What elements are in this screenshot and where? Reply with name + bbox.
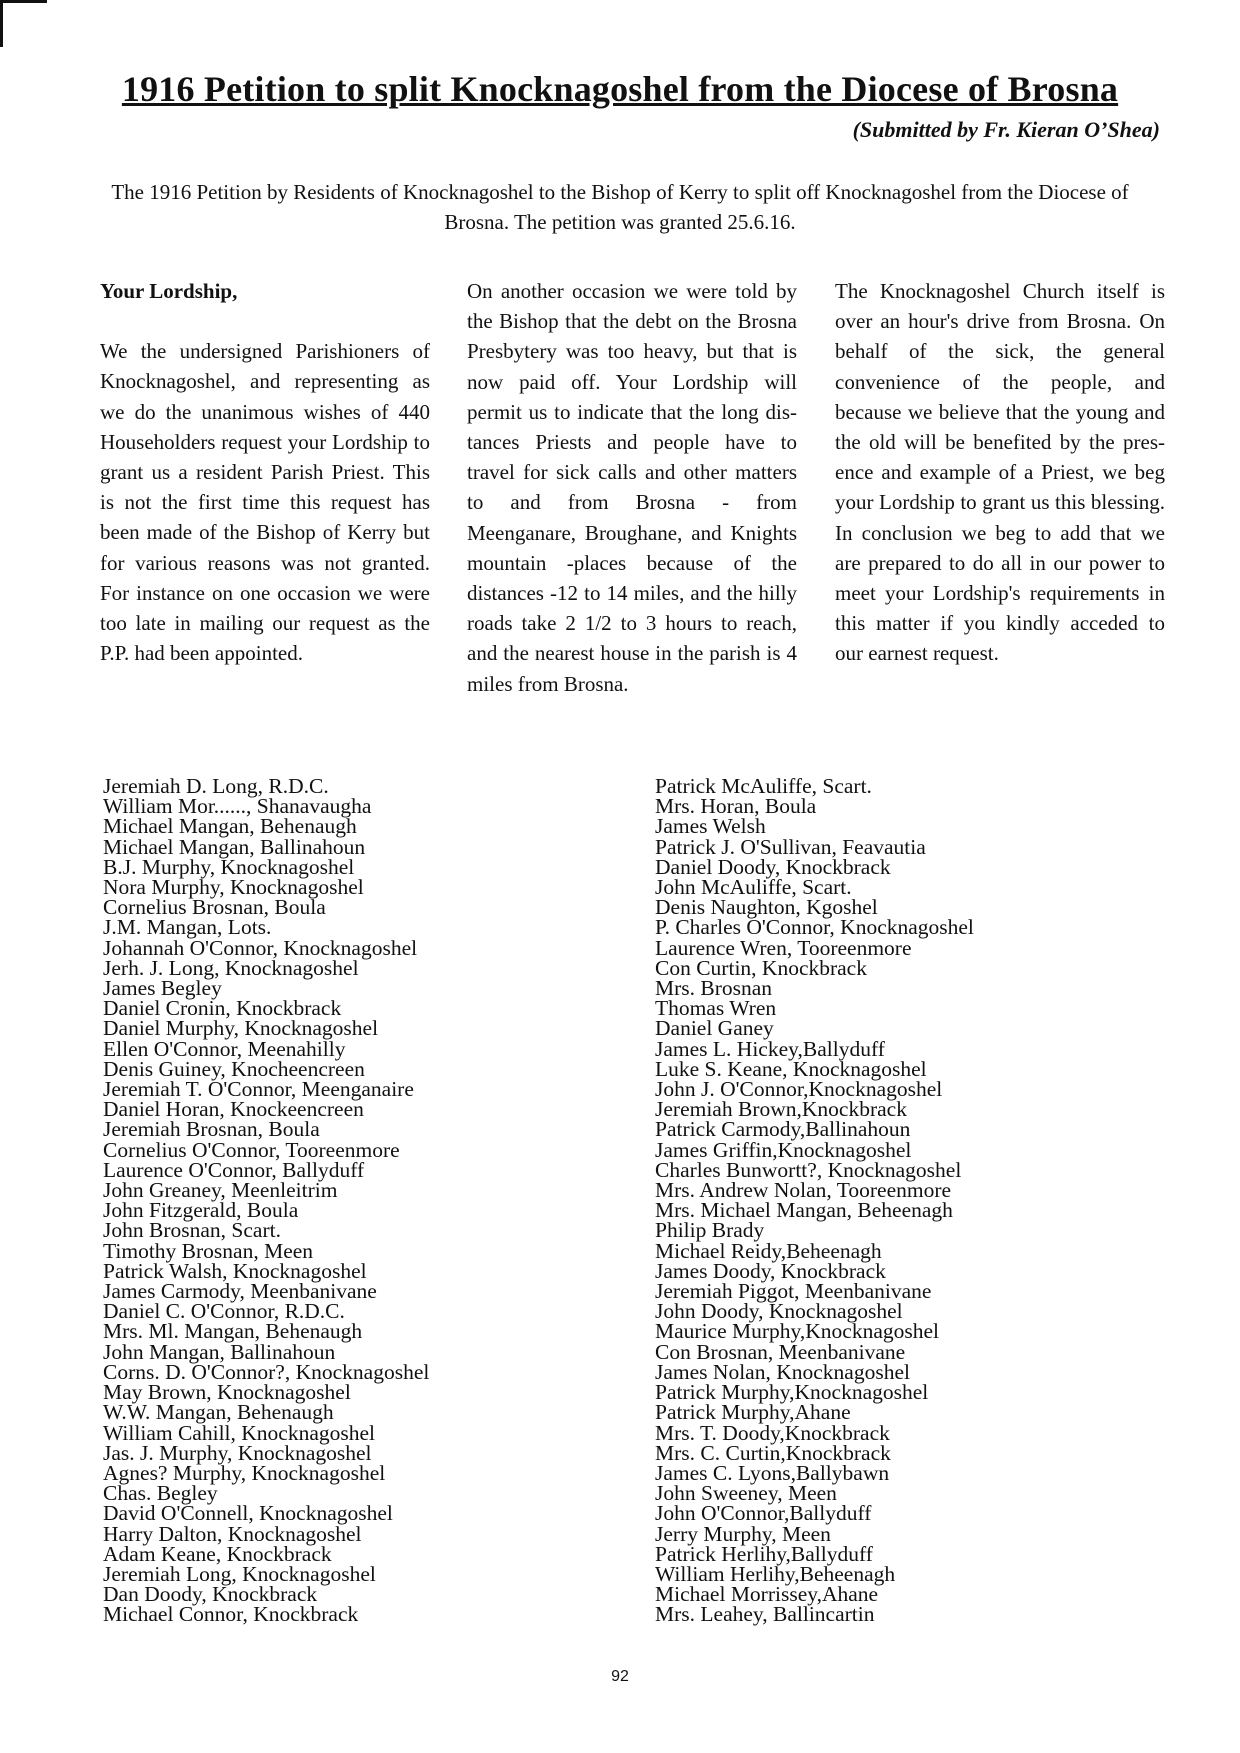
- signature-list-item: Agnes? Murphy, Knocknagoshel: [103, 1460, 386, 1485]
- signatures-right-list: [655, 776, 974, 1625]
- signature-list-item: Maurice Murphy,Knocknagoshel: [655, 1319, 940, 1344]
- signature-list-item: Jeremiah Brown,Knockbrack: [655, 1097, 907, 1122]
- signature-list-item: Mrs. Horan, Boula: [655, 794, 817, 819]
- salutation: Your Lordship,: [100, 279, 238, 303]
- signature-list-item: Daniel C. O'Connor, R.D.C.: [103, 1299, 345, 1324]
- signature-list-item: James Nolan, Knocknagoshel: [655, 1359, 910, 1384]
- signature-list-item: John Fitzgerald, Boula: [103, 1198, 299, 1223]
- signature-list-item: Dan Doody, Knockbrack: [103, 1582, 318, 1607]
- signature-list-item: William Mor......, Shanavaugha: [103, 794, 372, 819]
- signature-list-item: W.W. Mangan, Behenaugh: [103, 1400, 334, 1425]
- signature-list-item: John McAuliffe, Scart.: [655, 875, 852, 900]
- signature-list-item: William Herlihy,Beheenagh: [655, 1561, 896, 1586]
- signature-list-item: Johannah O'Connor, Knocknagoshel: [103, 935, 418, 960]
- signatures-left-list: [103, 776, 429, 1625]
- signature-list-item: Daniel Doody, Knockbrack: [655, 854, 891, 879]
- signature-list-item: Charles Bunwortt?, Knocknagoshel: [655, 1157, 962, 1182]
- signature-list-item: Patrick Murphy,Ahane: [655, 1400, 851, 1425]
- signature-list-item: Jeremiah Brosnan, Boula: [103, 1117, 320, 1142]
- signature-list-item: Jeremiah Long, Knocknagoshel: [103, 1561, 376, 1586]
- signature-list-item: Daniel Ganey: [655, 1016, 774, 1041]
- signature-list-item: Michael Morrissey,Ahane: [655, 1582, 879, 1607]
- signature-list-item: Mrs. Ml. Mangan, Behenaugh: [103, 1319, 363, 1344]
- signature-list-item: William Cahill, Knocknagoshel: [103, 1420, 376, 1445]
- page-corner-mark: [0, 0, 47, 47]
- signature-list-item: Patrick McAuliffe, Scart.: [655, 774, 872, 798]
- signature-list-item: Corns. D. O'Connor?, Knocknagoshel: [103, 1359, 430, 1384]
- signature-list-item: Timothy Brosnan, Meen: [103, 1238, 314, 1263]
- signature-list-item: Mrs. Brosnan: [655, 976, 773, 1001]
- signature-list-item: Con Curtin, Knockbrack: [655, 955, 867, 980]
- letter-paragraph-2: On another occasion we were told by the Bishop that the debt on the Brosna Presbytery was too heavy, but that is now paid off. Your Lordship will permit us to indicate that the long distances Priests and people have to travel for sick calls and other matters to and from Brosna - from Meenganare, Broughane, and Knights mountain -places because of the distances -12 to 14 miles, and the hilly roads take 2 1/2 to 3 hours to reach, and the nearest house in the parish is 4 miles from Brosna.: [467, 279, 797, 696]
- signature-list-item: Denis Naughton, Kgoshel: [655, 895, 878, 920]
- signature-list-item: Daniel Horan, Knockeencreen: [103, 1097, 364, 1122]
- signature-list-item: James Welsh: [655, 814, 766, 839]
- signature-list-item: James L. Hickey,Ballyduff: [655, 1036, 885, 1061]
- signature-list-item: John J. O'Connor,Knocknagoshel: [655, 1077, 943, 1102]
- signature-list-item: John Sweeney, Meen: [655, 1481, 837, 1506]
- letter-column-1: [100, 276, 430, 668]
- signature-list-item: David O'Connell, Knocknagoshel: [103, 1501, 393, 1526]
- page-title: 1916 Petition to split Knocknagoshel from the Diocese of Brosna: [121, 69, 1119, 109]
- signature-list-item: Mrs. Andrew Nolan, Tooreenmore: [655, 1178, 952, 1203]
- signature-list-item: Cornelius O'Connor, Tooreenmore: [103, 1137, 400, 1162]
- signature-list-item: Thomas Wren: [655, 996, 777, 1021]
- signature-list-item: Luke S. Keane, Knocknagoshel: [655, 1056, 927, 1081]
- signature-list-item: Michael Connor, Knockbrack: [103, 1602, 359, 1627]
- signature-list-item: James Carmody, Meenbanivane: [103, 1279, 377, 1304]
- signature-list-item: May Brown, Knocknagoshel: [103, 1380, 351, 1405]
- byline: (Submitted by Fr. Kieran O’Shea): [852, 117, 1160, 142]
- signature-list-item: Mrs. C. Curtin,Knockbrack: [655, 1440, 891, 1465]
- signature-list-item: Laurence O'Connor, Ballyduff: [103, 1157, 365, 1182]
- signature-list-item: Nora Murphy, Knocknagoshel: [103, 875, 364, 900]
- page-number: 92: [611, 1668, 629, 1685]
- signature-list-item: Patrick J. O'Sullivan, Feavautia: [655, 834, 926, 859]
- signature-list-item: Patrick Herlihy,Ballyduff: [655, 1541, 873, 1566]
- letter-paragraph-1: We the undersigned Parishioners of Knocknagoshel, and representing as we do the unanimous wishes of 440 Householders request your Lordship to grant us a resident Parish Priest. This is not the first time this request has been made of the Bishop of Kerry but for various reasons was not granted. For instance on one occasion we were too late in mailing our request as the P.P. had been appointed.: [100, 339, 430, 666]
- signature-list-item: Jerh. J. Long, Knocknagoshel: [103, 955, 359, 980]
- signature-list-item: John Mangan, Ballinahoun: [103, 1339, 336, 1364]
- signature-list-item: James Griffin,Knocknagoshel: [655, 1137, 912, 1162]
- signature-list-item: Daniel Cronin, Knockbrack: [103, 996, 342, 1021]
- signature-list-item: Cornelius Brosnan, Boula: [103, 895, 326, 920]
- signature-list-item: Denis Guiney, Knocheencreen: [103, 1056, 365, 1081]
- signature-list-item: Michael Mangan, Behenaugh: [103, 814, 357, 839]
- signature-list-item: John Brosnan, Scart.: [103, 1218, 281, 1243]
- signature-list-item: Daniel Murphy, Knocknagoshel: [103, 1016, 379, 1041]
- signature-list-item: John Greaney, Meenleitrim: [103, 1178, 338, 1203]
- signature-list-item: Patrick Murphy,Knocknagoshel: [655, 1380, 929, 1405]
- signature-list-item: Jeremiah T. O'Connor, Meenganaire: [103, 1077, 414, 1102]
- letter-column-2: [467, 276, 797, 699]
- signature-list-item: James Begley: [103, 976, 222, 1001]
- signature-list-item: Mrs. Michael Mangan, Beheenagh: [655, 1198, 953, 1223]
- signature-list-item: Con Brosnan, Meenbanivane: [655, 1339, 906, 1364]
- signature-list-item: Patrick Carmody,Ballinahoun: [655, 1117, 911, 1142]
- signature-list-item: Jerry Murphy, Meen: [655, 1521, 831, 1546]
- signature-list-item: B.J. Murphy, Knocknagoshel: [103, 854, 355, 879]
- letter-paragraph-3: The Knocknagoshel Church itself is over an hour's drive from Brosna. On behalf of the sick, the general convenience of the people, and because we believe that the young and the old will be benefited by the presence and example of a Priest, we beg your Lordship to grant us this blessing. In conclusion we beg to add that we are prepared to do all in our power to meet your Lordship's requirements in this matter if you kindly acceded to our earnest request.: [835, 279, 1165, 666]
- signature-list-item: Mrs. T. Doody,Knockbrack: [655, 1420, 890, 1445]
- signature-list-item: Harry Dalton, Knocknagoshel: [103, 1521, 362, 1546]
- signature-list-item: P. Charles O'Connor, Knocknagoshel: [655, 915, 974, 940]
- signature-list-item: Jas. J. Murphy, Knocknagoshel: [103, 1440, 372, 1465]
- signature-list-item: Philip Brady: [655, 1218, 765, 1243]
- signature-list-item: Michael Mangan, Ballinahoun: [103, 834, 366, 859]
- signature-list-item: Laurence Wren, Tooreenmore: [655, 935, 912, 960]
- signature-list-item: Mrs. Leahey, Ballincartin: [655, 1602, 875, 1627]
- signature-list-item: James C. Lyons,Ballybawn: [655, 1460, 890, 1485]
- letter-column-3: [835, 276, 1165, 669]
- signature-list-item: J.M. Mangan, Lots.: [103, 915, 272, 940]
- signature-list-item: James Doody, Knockbrack: [655, 1258, 886, 1283]
- signature-list-item: Ellen O'Connor, Meenahilly: [103, 1036, 346, 1061]
- signature-list-item: John Doody, Knocknagoshel: [655, 1299, 903, 1324]
- intro-paragraph: The 1916 Petition by Residents of Knocknagoshel to the Bishop of Kerry to split off Knocknagoshel from the Diocese of Brosna. The petition was granted 25.6.16.: [111, 180, 1129, 234]
- signature-list-item: Adam Keane, Knockbrack: [103, 1541, 332, 1566]
- signature-list-item: Jeremiah Piggot, Meenbanivane: [655, 1279, 932, 1304]
- signature-list-item: Patrick Walsh, Knocknagoshel: [103, 1258, 367, 1283]
- signature-list-item: Michael Reidy,Beheenagh: [655, 1238, 882, 1263]
- signature-list-item: John O'Connor,Ballyduff: [655, 1501, 872, 1526]
- signature-list-item: Chas. Begley: [103, 1481, 218, 1506]
- signature-list-item: Jeremiah D. Long, R.D.C.: [103, 774, 329, 798]
